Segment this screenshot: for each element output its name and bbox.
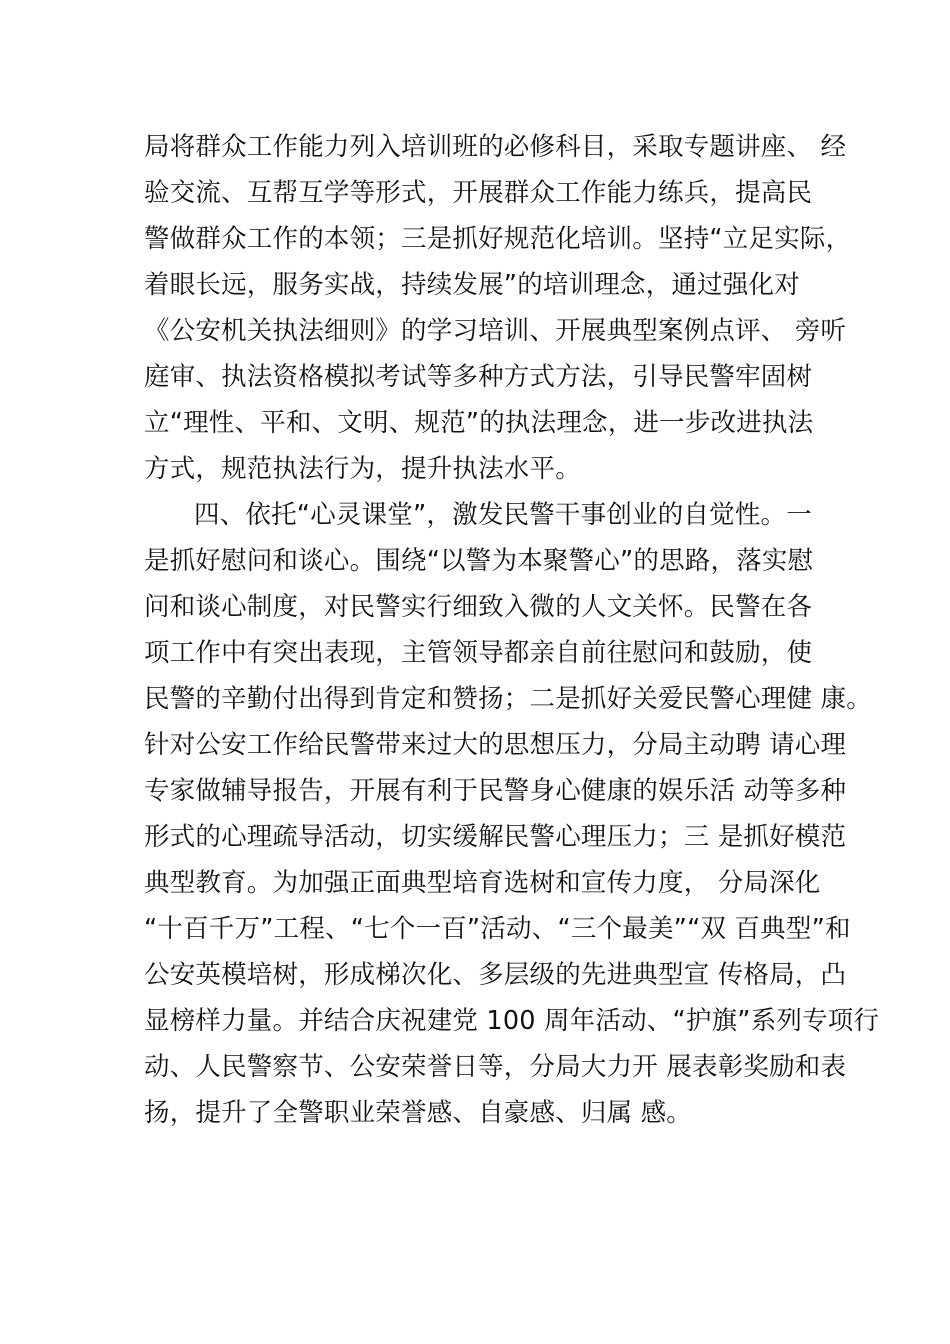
text-line: 项工作中有突出表现，主管领导都亲自前往慰问和鼓励，使 xyxy=(144,638,813,668)
text-line: 着眼长远，服务实战，持续发展”的培训理念，通过强化对 xyxy=(144,270,800,300)
text-line: 是抓好慰问和谈心。围绕“以警为本聚警心”的思路，落实慰 xyxy=(144,546,814,576)
text-line: 显榜样力量。并结合庆祝建党 100 周年活动、“护旗”系列专项行 xyxy=(144,1006,880,1036)
text-line: 专家做辅导报告，开展有利于民警身心健康的娱乐活 动等多种 xyxy=(144,776,847,806)
body-text xyxy=(144,124,880,1136)
text-line: “十百千万”工程、“七个一百”活动、“三个最美”“双 百典型”和 xyxy=(144,914,851,944)
text-line: 民警的辛勤付出得到肯定和赞扬；二是抓好关爱民警心理健 康。 xyxy=(144,684,872,714)
text-line: 立“理性、平和、文明、规范”的执法理念，进一步改进执法 xyxy=(144,408,814,438)
paragraph-heading-line: 四、依托“心灵课堂”，激发民警干事创业的自觉性。一 xyxy=(194,500,812,530)
text-line: 验交流、互帮互学等形式，开展群众工作能力练兵，提高民 xyxy=(144,178,813,208)
text-line: 典型教育。为加强正面典型培育选树和宣传力度， 分局深化 xyxy=(144,868,821,898)
text-line: 扬，提升了全警职业荣誉感、自豪感、归属 感。 xyxy=(144,1098,693,1128)
text-line: 动、人民警察节、公安荣誉日等，分局大力开 展表彰奖励和表 xyxy=(144,1052,847,1082)
text-line: 《公安机关执法细则》的学习培训、开展典型案例点评、 旁听 xyxy=(144,316,847,346)
text-line: 形式的心理疏导活动，切实缓解民警心理压力；三 是抓好模范 xyxy=(144,822,847,852)
text-line: 方式，规范执法行为，提升执法水平。 xyxy=(144,454,581,484)
text-line: 庭审、执法资格模拟考试等多种方式方法，引导民警牢固树 xyxy=(144,362,813,392)
text-line: 针对公安工作给民警带来过大的思想压力，分局主动聘 请心理 xyxy=(144,730,847,760)
text-line: 问和谈心制度，对民警实行细致入微的人文关怀。民警在各 xyxy=(144,592,813,622)
text-line: 公安英模培树，形成梯次化、多层级的先进典型宣 传格局，凸 xyxy=(144,960,847,990)
text-line: 局将群众工作能力列入培训班的必修科目，采取专题讲座、 经 xyxy=(144,132,847,162)
text-line: 警做群众工作的本领；三是抓好规范化培训。坚持“立足实际， xyxy=(144,224,852,254)
